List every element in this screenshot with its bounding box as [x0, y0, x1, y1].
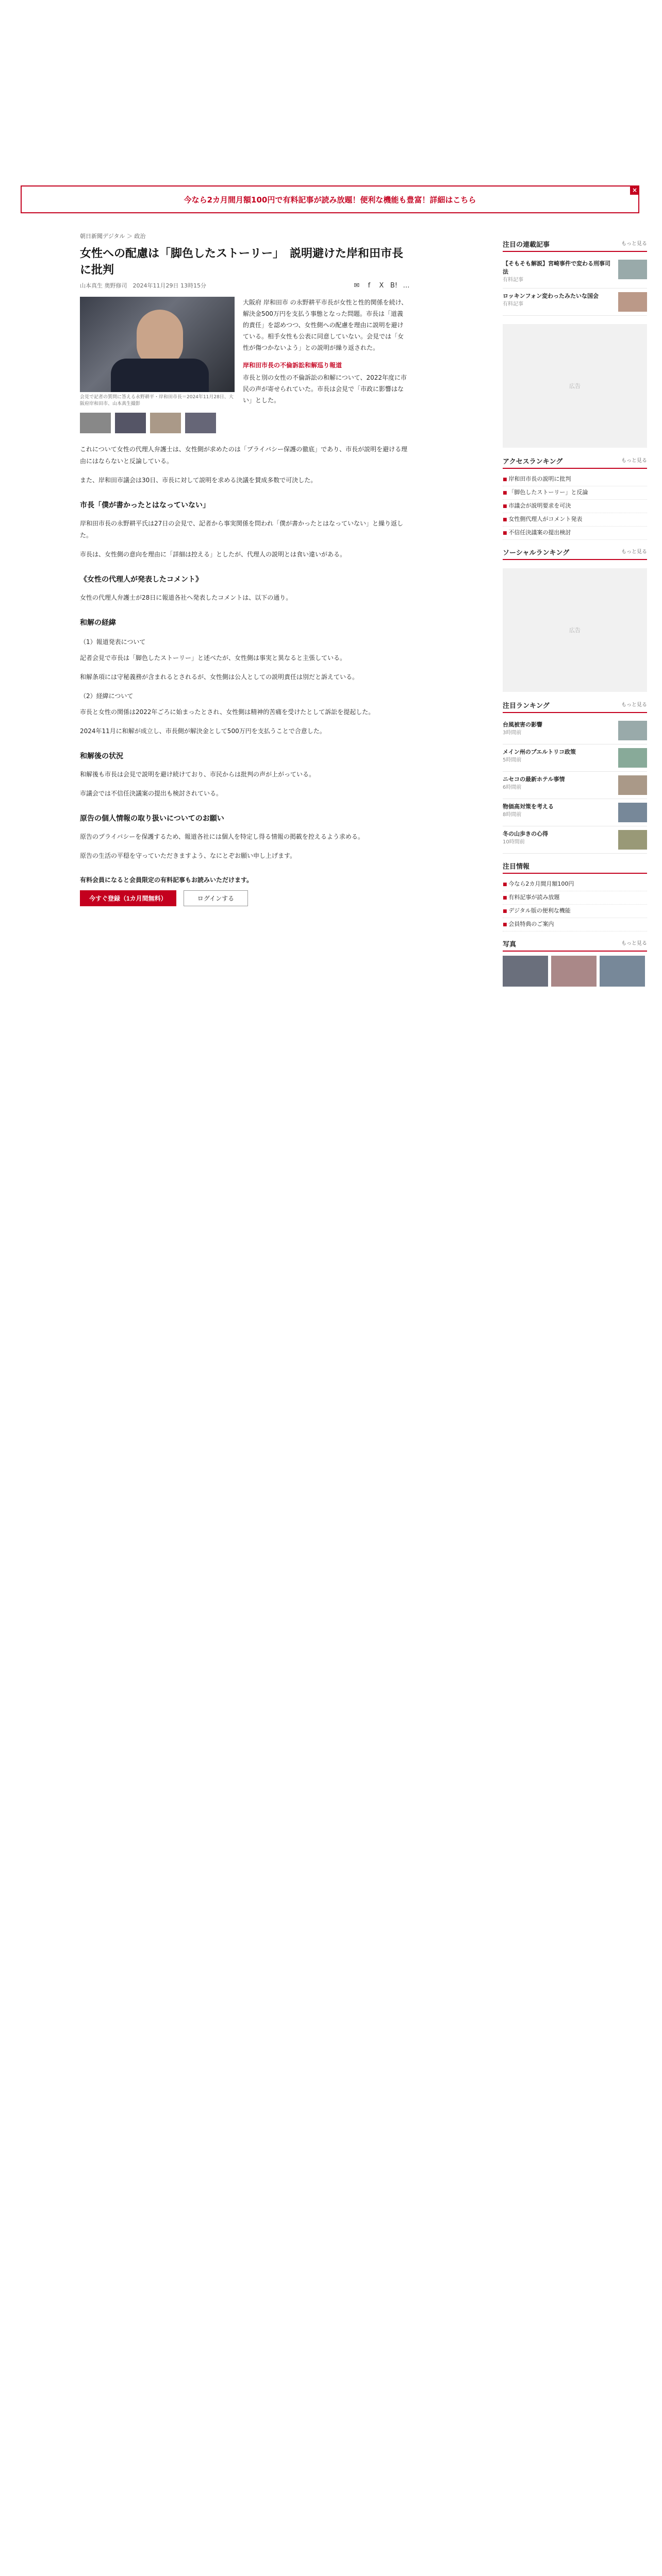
- page-title: 女性への配慮は「脚色したストーリー」 説明避けた岸和田市長に批判: [80, 247, 404, 277]
- item-meta: 有料記事: [503, 301, 523, 307]
- author-date: 山本真生 奥野修司 2024年11月29日 13時15分: [80, 282, 206, 289]
- item-title: 【そもそも解説】宮崎事件で変わる刑事司法: [503, 260, 610, 275]
- lead-text: 大阪府 岸和田市 の永野耕平市長が女性と性的関係を続け、解決金500万円を支払う事態となった問題。市長は「道義的責任」を認めつつ、女性側への配慮を理由に説明を避けている。相手女性も公表に同意していない。会見では「女性が傷つかないよう」との説明が繰り返された。: [243, 299, 408, 351]
- thumbnail: [618, 748, 647, 768]
- list-item[interactable]: [503, 717, 647, 744]
- attention-more-link[interactable]: もっと見る: [621, 241, 647, 247]
- ranking-header: [503, 456, 647, 469]
- paragraph: 和解条項には守秘義務が含まれるとされるが、女性側は公人としての説明責任は別だと訴えている。: [80, 673, 359, 681]
- paragraph: これについて女性の代理人弁護士は、女性側が求めたのは「プライバシー保護の徹底」であり、市長が説明を避ける理由にはならないと反論している。: [80, 446, 408, 465]
- paragraph: 岸和田市長の永野耕平氏は27日の会見で、記者から事実関係を問われ「僕が書かったとはなっていない」と繰り返した。: [80, 520, 404, 539]
- item-title: 台風被害の影響: [503, 721, 542, 728]
- thumbnail[interactable]: [185, 413, 216, 433]
- item-title: 物価高対策を考える: [503, 803, 554, 810]
- related-title[interactable]: 岸和田市長の不倫訴訟和解巡り報道: [243, 362, 342, 369]
- item-meta: 8時間前: [503, 812, 522, 818]
- gallery-header: [503, 939, 647, 952]
- article-body: [80, 444, 410, 906]
- list-item[interactable]: [503, 744, 647, 772]
- sidebar: [503, 232, 647, 987]
- paragraph: また、岸和田市議会は30日、市長に対して説明を求める決議を賛成多数で可決した。: [80, 477, 317, 484]
- list-item[interactable]: [503, 256, 647, 289]
- paywall-note: 有料会員になると会員限定の有料記事もお読みいただけます。: [80, 876, 253, 884]
- ad-slot[interactable]: 広告: [503, 568, 647, 692]
- more-icon[interactable]: …: [403, 281, 410, 290]
- item-title: ニセコの最新ホテル事情: [503, 776, 565, 783]
- ranking-item[interactable]: ■ 岸和田市長の説明に批判: [503, 473, 647, 486]
- article: [80, 232, 410, 906]
- list-item[interactable]: [503, 826, 647, 854]
- hero-media: [80, 297, 235, 433]
- hatena-icon[interactable]: B!: [390, 281, 398, 290]
- social-more-link[interactable]: もっと見る: [621, 549, 647, 555]
- thumbnail[interactable]: [115, 413, 146, 433]
- thumbnail: [618, 830, 647, 850]
- subsection-heading: （1）報道発表について: [80, 638, 146, 646]
- ranking-item[interactable]: ■ 女性側代理人がコメント発表: [503, 513, 647, 527]
- related-text: 市長と別の女性の不倫訴訟の和解について、2022年度に市民の声が寄せられていた。市長は会見で「市政に影響はない」とした。: [243, 374, 407, 404]
- section-heading: 原告の個人情報の取り扱いについてのお願い: [80, 815, 224, 823]
- x-icon[interactable]: X: [379, 281, 384, 290]
- item-meta: 10時間前: [503, 839, 525, 845]
- item-title: 冬の山歩きの心得: [503, 831, 548, 837]
- lead: [243, 297, 408, 433]
- paragraph: 原告の生活の平穏を守っていただきますよう、なにとぞお願い申し上げます。: [80, 852, 296, 859]
- thumbnail[interactable]: [150, 413, 181, 433]
- facebook-icon[interactable]: f: [368, 281, 371, 290]
- paragraph: 2024年11月に和解が成立し、市長側が解決金として500万円を支払うことで合意した。: [80, 727, 326, 735]
- attention-header: [503, 239, 647, 252]
- item-title: ロッキンフォン変わったみたいな国会: [503, 293, 599, 299]
- promo-banner-text[interactable]: 今なら2カ月間月額100円で有料記事が読み放題！便利な機能も豊富！詳細はこちら: [184, 195, 476, 205]
- news-list: [503, 878, 647, 931]
- ranking-item[interactable]: ■ 市議会が説明要求を可決: [503, 500, 647, 513]
- item-meta: 有料記事: [503, 277, 523, 283]
- item-meta: 6時間前: [503, 785, 522, 790]
- login-button[interactable]: ログインする: [184, 890, 248, 906]
- mail-icon[interactable]: ✉: [354, 281, 360, 290]
- news-header: [503, 861, 647, 874]
- thumbnail: [618, 721, 647, 740]
- list-item[interactable]: [503, 289, 647, 316]
- item-meta: 3時間前: [503, 730, 522, 736]
- ranking-more-link[interactable]: もっと見る: [621, 458, 647, 464]
- thumbnail: [618, 260, 647, 279]
- share-bar: [353, 282, 410, 290]
- live-header: [503, 700, 647, 713]
- thumbnail: [618, 775, 647, 795]
- news-item[interactable]: ■ デジタル版の便利な機能: [503, 905, 647, 918]
- signup-button[interactable]: 今すぐ登録（1カ月間無料）: [80, 890, 176, 906]
- social-header: [503, 547, 647, 560]
- photo-gallery: [503, 956, 647, 987]
- main-photo[interactable]: [80, 297, 235, 392]
- top-spacer: [0, 0, 662, 175]
- live-more-link[interactable]: もっと見る: [621, 702, 647, 708]
- item-meta: 5時間前: [503, 757, 522, 763]
- news-item[interactable]: ■ 有料記事が読み放題: [503, 891, 647, 905]
- list-item[interactable]: [503, 772, 647, 799]
- ranking-item[interactable]: ■ 「脚色したストーリー」と反論: [503, 486, 647, 500]
- thumbnail: [618, 292, 647, 312]
- paragraph: 和解後も市長は会見で説明を避け続けており、市民からは批判の声が上がっている。: [80, 771, 316, 778]
- breadcrumb[interactable]: 朝日新聞デジタル ＞ 政治: [80, 233, 146, 240]
- thumbnail[interactable]: [80, 413, 111, 433]
- ranking-list: [503, 473, 647, 540]
- ad-slot[interactable]: 広告: [503, 324, 647, 448]
- thumbnail-strip: [80, 413, 235, 433]
- list-item[interactable]: [503, 799, 647, 826]
- paragraph: 記者会見で市長は「脚色したストーリー」と述べたが、女性側は事実と異なると主張している。: [80, 654, 346, 662]
- paragraph: 原告のプライバシーを保護するため、報道各社には個人を特定し得る情報の掲載を控えるよう求める。: [80, 833, 364, 840]
- section-heading: 《女性の代理人が発表したコメント》: [80, 575, 203, 584]
- paragraph: 市長と女性の関係は2022年ごろに始まったとされ、女性側は精神的苦痛を受けたとして訴訟を提起した。: [80, 708, 375, 716]
- paragraph: 市長は、女性側の意向を理由に「詳細は控える」としたが、代理人の説明とは食い違いがある。: [80, 551, 346, 558]
- gallery-more-link[interactable]: もっと見る: [621, 941, 647, 946]
- section-heading: 和解後の状況: [80, 752, 123, 760]
- paragraph: 女性の代理人弁護士が28日に報道各社へ発表したコメントは、以下の通り。: [80, 594, 292, 601]
- promo-banner[interactable]: [21, 185, 639, 213]
- close-icon[interactable]: ×: [630, 185, 639, 195]
- attention-title: 注目の連載記事: [503, 241, 550, 249]
- thumbnail: [618, 803, 647, 822]
- section-heading: 和解の経緯: [80, 619, 116, 627]
- photo-caption: 会見で記者の質問に答える永野耕平・岸和田市長＝2024年11月28日、大阪府岸和田市、山本真生撮影: [80, 395, 234, 406]
- gallery-photo[interactable]: [551, 956, 597, 987]
- gallery-photo[interactable]: [503, 956, 548, 987]
- hero: [80, 297, 410, 433]
- gallery-photo[interactable]: [600, 956, 645, 987]
- section-heading: 市長「僕が書かったとはなっていない」: [80, 501, 210, 510]
- ranking-item[interactable]: ■ 不信任決議案の提出検討: [503, 527, 647, 540]
- gallery-title: 写真: [503, 941, 517, 948]
- paragraph: 市議会では不信任決議案の提出も検討されている。: [80, 790, 223, 797]
- byline: [80, 281, 410, 290]
- item-title: メイン州のプエルトリコ政策: [503, 749, 576, 755]
- paywall-actions: [80, 890, 410, 906]
- news-title: 注目情報: [503, 863, 530, 871]
- live-title: 注目ランキング: [503, 702, 550, 710]
- news-item[interactable]: ■ 今なら2カ月間月額100円: [503, 878, 647, 891]
- social-title: ソーシャルランキング: [503, 549, 570, 557]
- subsection-heading: （2）経緯について: [80, 692, 134, 700]
- ranking-title: アクセスランキング: [503, 458, 563, 466]
- news-item[interactable]: ■ 会員特典のご案内: [503, 918, 647, 931]
